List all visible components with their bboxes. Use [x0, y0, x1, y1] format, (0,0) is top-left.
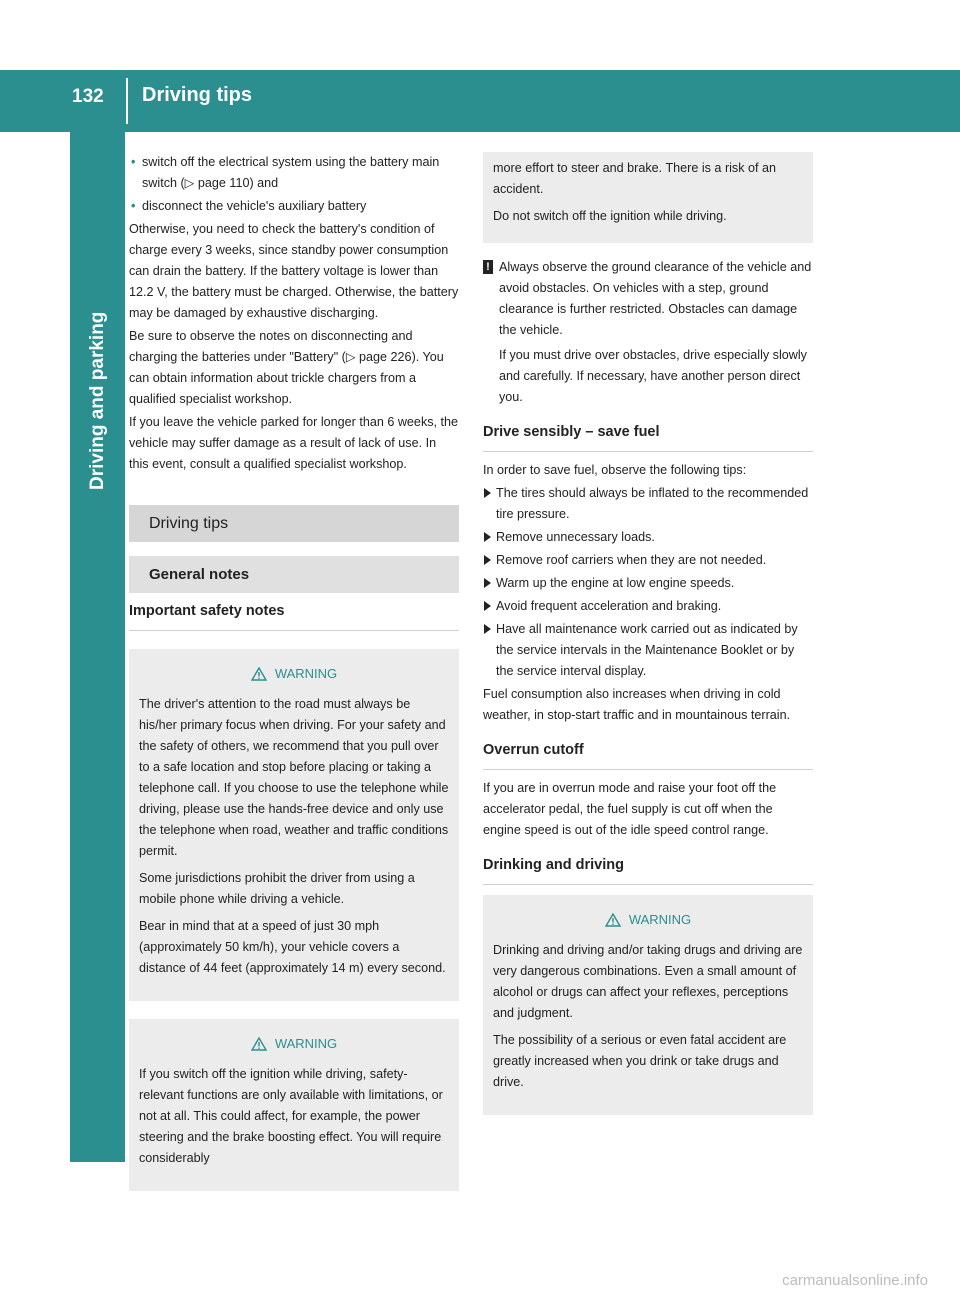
- arrow-right-icon: [484, 578, 491, 588]
- paragraph: Be sure to observe the notes on disconnecting and charging the batteries under "Battery" (▷ page 226). You can obtain information about trickle chargers from a qualified specialist workshop.: [129, 329, 444, 406]
- list-item: Have all maintenance work carried out as indicated by the service intervals in the Maintenance Booklet or by the service interval display.: [483, 619, 813, 682]
- warning-title: [139, 1033, 449, 1054]
- page-number: 132: [72, 86, 104, 107]
- warning-title: [139, 663, 449, 684]
- list-item: • disconnect the vehicle's auxiliary battery: [129, 196, 459, 217]
- exclamation-icon: !: [483, 260, 493, 274]
- paragraph: Bear in mind that at a speed of just 30 mph (approximately 50 km/h), your vehicle covers a distance of 44 feet (approximately 14 m) every second.: [139, 919, 446, 975]
- right-column: [483, 152, 813, 1115]
- paragraph: Drinking and driving and/or taking drugs and driving are very dangerous combinations. Even a small amount of alcohol or drugs can affect your reflexes, perceptions and judgment.: [493, 943, 803, 1020]
- heading-safety-notes: Important safety notes: [129, 593, 459, 631]
- note-ground-clearance: [483, 257, 813, 408]
- paragraph: more effort to steer and brake. There is a risk of an accident.: [493, 161, 777, 196]
- arrow-right-icon: [484, 532, 491, 542]
- warning-triangle-icon: [251, 1037, 267, 1051]
- header-divider: [126, 78, 128, 124]
- side-tab: [70, 132, 125, 1162]
- warning-triangle-icon: [251, 667, 267, 681]
- paragraph: If you must drive over obstacles, drive especially slowly and carefully. If necessary, have another person direct you.: [499, 348, 807, 404]
- paragraph: Do not switch off the ignition while driving.: [493, 209, 727, 223]
- paragraph: Some jurisdictions prohibit the driver from using a mobile phone while driving a vehicle.: [139, 871, 415, 906]
- left-column: [129, 152, 459, 1191]
- list-item: Remove roof carriers when they are not needed.: [483, 550, 813, 571]
- warning-box-drinking: [483, 895, 813, 1115]
- warning-label: WARNING: [274, 1036, 338, 1051]
- header-title: Driving tips: [142, 84, 253, 106]
- warning-box-ignition: [129, 1019, 459, 1191]
- list-item: Avoid frequent acceleration and braking.: [483, 596, 813, 617]
- watermark: carmanualsonline.info: [782, 1272, 928, 1289]
- arrow-right-icon: [484, 624, 491, 634]
- section-title-general-notes: General notes: [129, 556, 459, 593]
- paragraph: The possibility of a serious or even fatal accident are greatly increased when you drink or take drugs and drive.: [493, 1033, 787, 1089]
- section-title-driving-tips: Driving tips: [129, 505, 459, 542]
- list-item: • switch off the electrical system using the battery main switch (▷ page 110) and: [129, 152, 459, 194]
- paragraph: If you are in overrun mode and raise your foot off the accelerator pedal, the fuel supply is cut off when the engine speed is out of the idle speed control range.: [483, 781, 777, 837]
- warning-label: WARNING: [628, 912, 692, 927]
- list-item: Warm up the engine at low engine speeds.: [483, 573, 813, 594]
- paragraph: In order to save fuel, observe the following tips:: [483, 463, 747, 477]
- warning-triangle-icon: [605, 913, 621, 927]
- list-item: The tires should always be inflated to the recommended tire pressure.: [483, 483, 813, 525]
- warning-label: WARNING: [274, 666, 338, 681]
- paragraph: If you leave the vehicle parked for longer than 6 weeks, the vehicle may suffer damage as a result of lack of use. In this event, consult a qualified specialist workshop.: [129, 415, 459, 471]
- list-item: Remove unnecessary loads.: [483, 527, 813, 548]
- side-tab-label: Driving and parking: [87, 311, 108, 490]
- warning-box-telephone: [129, 649, 459, 1001]
- paragraph: Fuel consumption also increases when driving in cold weather, in stop-start traffic and in mountainous terrain.: [483, 687, 791, 722]
- paragraph: If you switch off the ignition while driving, safety-relevant functions are only available with limitations, or not at all. This could affect, for example, the power steering and the brake boosting effect. You will require considerably: [139, 1067, 443, 1165]
- warning-title: [493, 909, 803, 930]
- paragraph: The driver's attention to the road must always be his/her primary focus when driving. For your safety and the safety of others, we recommend that you pull over to a safe location and stop before placing or taking a telephone call. If you choose to use the telephone while driving, please use the hands-free device and only use the telephone when road, weather and traffic conditions permit.: [139, 697, 449, 858]
- arrow-right-icon: [484, 601, 491, 611]
- paragraph: Always observe the ground clearance of the vehicle and avoid obstacles. On vehicles with a step, ground clearance is further restricted. Obstacles can damage the vehicle.: [499, 260, 812, 337]
- arrow-right-icon: [484, 555, 491, 565]
- heading-save-fuel: Drive sensibly – save fuel: [483, 414, 813, 452]
- warning-box-ignition-continued: [483, 152, 813, 243]
- paragraph: Otherwise, you need to check the battery's condition of charge every 3 weeks, since standby power consumption can drain the battery. If the battery voltage is lower than 12.2 V, the battery must be charged. Otherwise, the battery may be damaged by exhaustive discharging.: [129, 222, 459, 320]
- heading-drinking-driving: Drinking and driving: [483, 847, 813, 885]
- heading-overrun-cutoff: Overrun cutoff: [483, 732, 813, 770]
- arrow-right-icon: [484, 488, 491, 498]
